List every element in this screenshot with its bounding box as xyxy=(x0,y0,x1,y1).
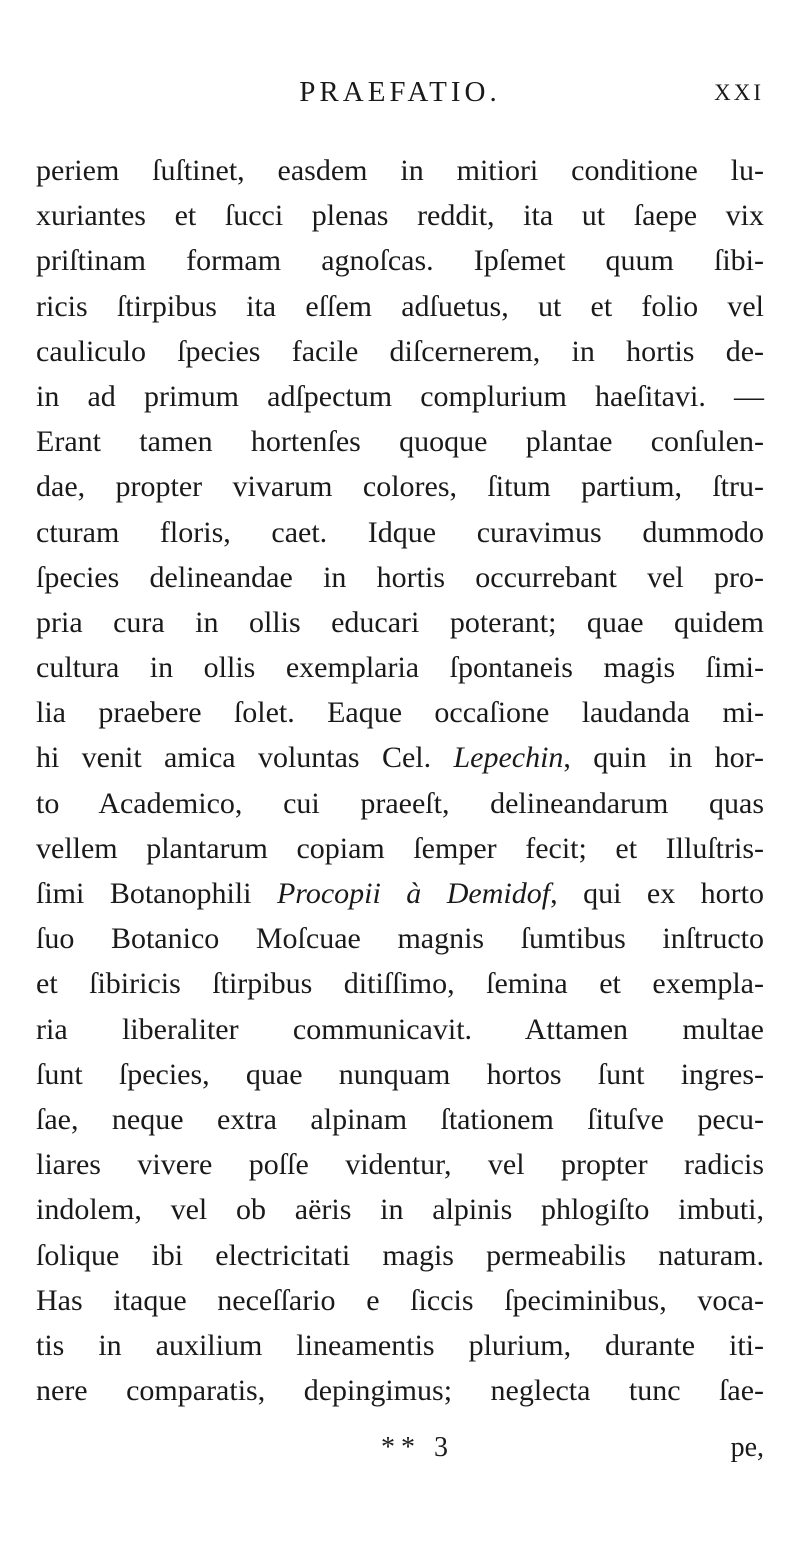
running-head xyxy=(36,72,764,112)
page-number: XXI xyxy=(714,80,764,105)
text-line: pria cura in ollis educari poterant; quae quidem xyxy=(36,605,764,639)
text-line: ſolique ibi electricitati magis permeabilis naturam. xyxy=(36,1238,764,1272)
text-line: ſuo Botanico Moſcuae magnis ſumtibus inſtructo xyxy=(36,922,764,956)
text-line: cturam floris, caet. Idque curavimus dummodo xyxy=(36,515,764,549)
text-line: tis in auxilium lineamentis plurium, durante iti- xyxy=(36,1328,764,1362)
text-line: in ad primum adſpectum complurium haeſitavi. — xyxy=(36,379,764,413)
text-line: cauliculo ſpecies facile diſcernerem, in hortis de- xyxy=(36,334,764,368)
text-line: et ſibiricis ſtirpibus ditiſſimo, ſemina et exempla- xyxy=(36,967,764,1001)
catchword: pe, xyxy=(730,1432,764,1463)
text-line: ricis ſtirpibus ita eſſem adſuetus, ut et folio vel xyxy=(36,289,764,323)
text-line: Erant tamen hortenſes quoque plantae conſulen- xyxy=(36,425,764,459)
text-line: ſpecies delineandae in hortis occurrebant vel pro- xyxy=(36,560,764,594)
text-line: vellem plantarum copiam ſemper fecit; et Illuſtris- xyxy=(36,831,764,865)
page-footer xyxy=(36,1432,764,1472)
italic-name: Lepechin xyxy=(453,741,564,775)
text-line: hi venit amica voluntas Cel. Lepechin, quin in hor- xyxy=(36,741,764,775)
text-line: ria liberaliter communicavit. Attamen multae xyxy=(36,1012,764,1046)
italic-name: Procopii à Demidof xyxy=(276,877,551,910)
signature-mark: ** 3 xyxy=(381,1432,454,1463)
text-line: to Academico, cui praeeſt, delineandarum quas xyxy=(36,786,764,820)
text-line: indolem, vel ob aëris in alpinis phlogiſto imbuti, xyxy=(36,1193,764,1227)
text-line: dae, propter vivarum colores, ſitum partium, ſtru- xyxy=(36,470,764,504)
text-line: periem ſuſtinet, easdem in mitiori conditione lu- xyxy=(36,154,764,187)
body-text xyxy=(36,148,764,1413)
text-line: ſimi Botanophili Procopii à Demidof, qui ex horto xyxy=(36,877,764,910)
text-line: xuriantes et ſucci plenas reddit, ita ut ſaepe vix xyxy=(36,199,764,233)
text-line: cultura in ollis exemplaria ſpontaneis magis ſimi- xyxy=(36,651,764,685)
text-line: lia praebere ſolet. Eaque occaſione laudanda mi- xyxy=(36,696,764,730)
text-line: liares vivere poſſe videntur, vel propter radicis xyxy=(36,1148,764,1182)
text-line: Has itaque neceſſario e ſiccis ſpeciminibus, voca- xyxy=(36,1283,764,1317)
text-line: priſtinam formam agnoſcas. Ipſemet quum ſibi- xyxy=(36,244,764,278)
text-line: ſunt ſpecies, quae nunquam hortos ſunt ingres- xyxy=(36,1057,764,1091)
running-title: PRAEFATIO. xyxy=(299,76,501,108)
text-line: nere comparatis, depingimus; neglecta tunc ſae- xyxy=(36,1374,764,1408)
text-line: ſae, neque extra alpinam ſtationem ſituſve pecu- xyxy=(36,1102,764,1136)
